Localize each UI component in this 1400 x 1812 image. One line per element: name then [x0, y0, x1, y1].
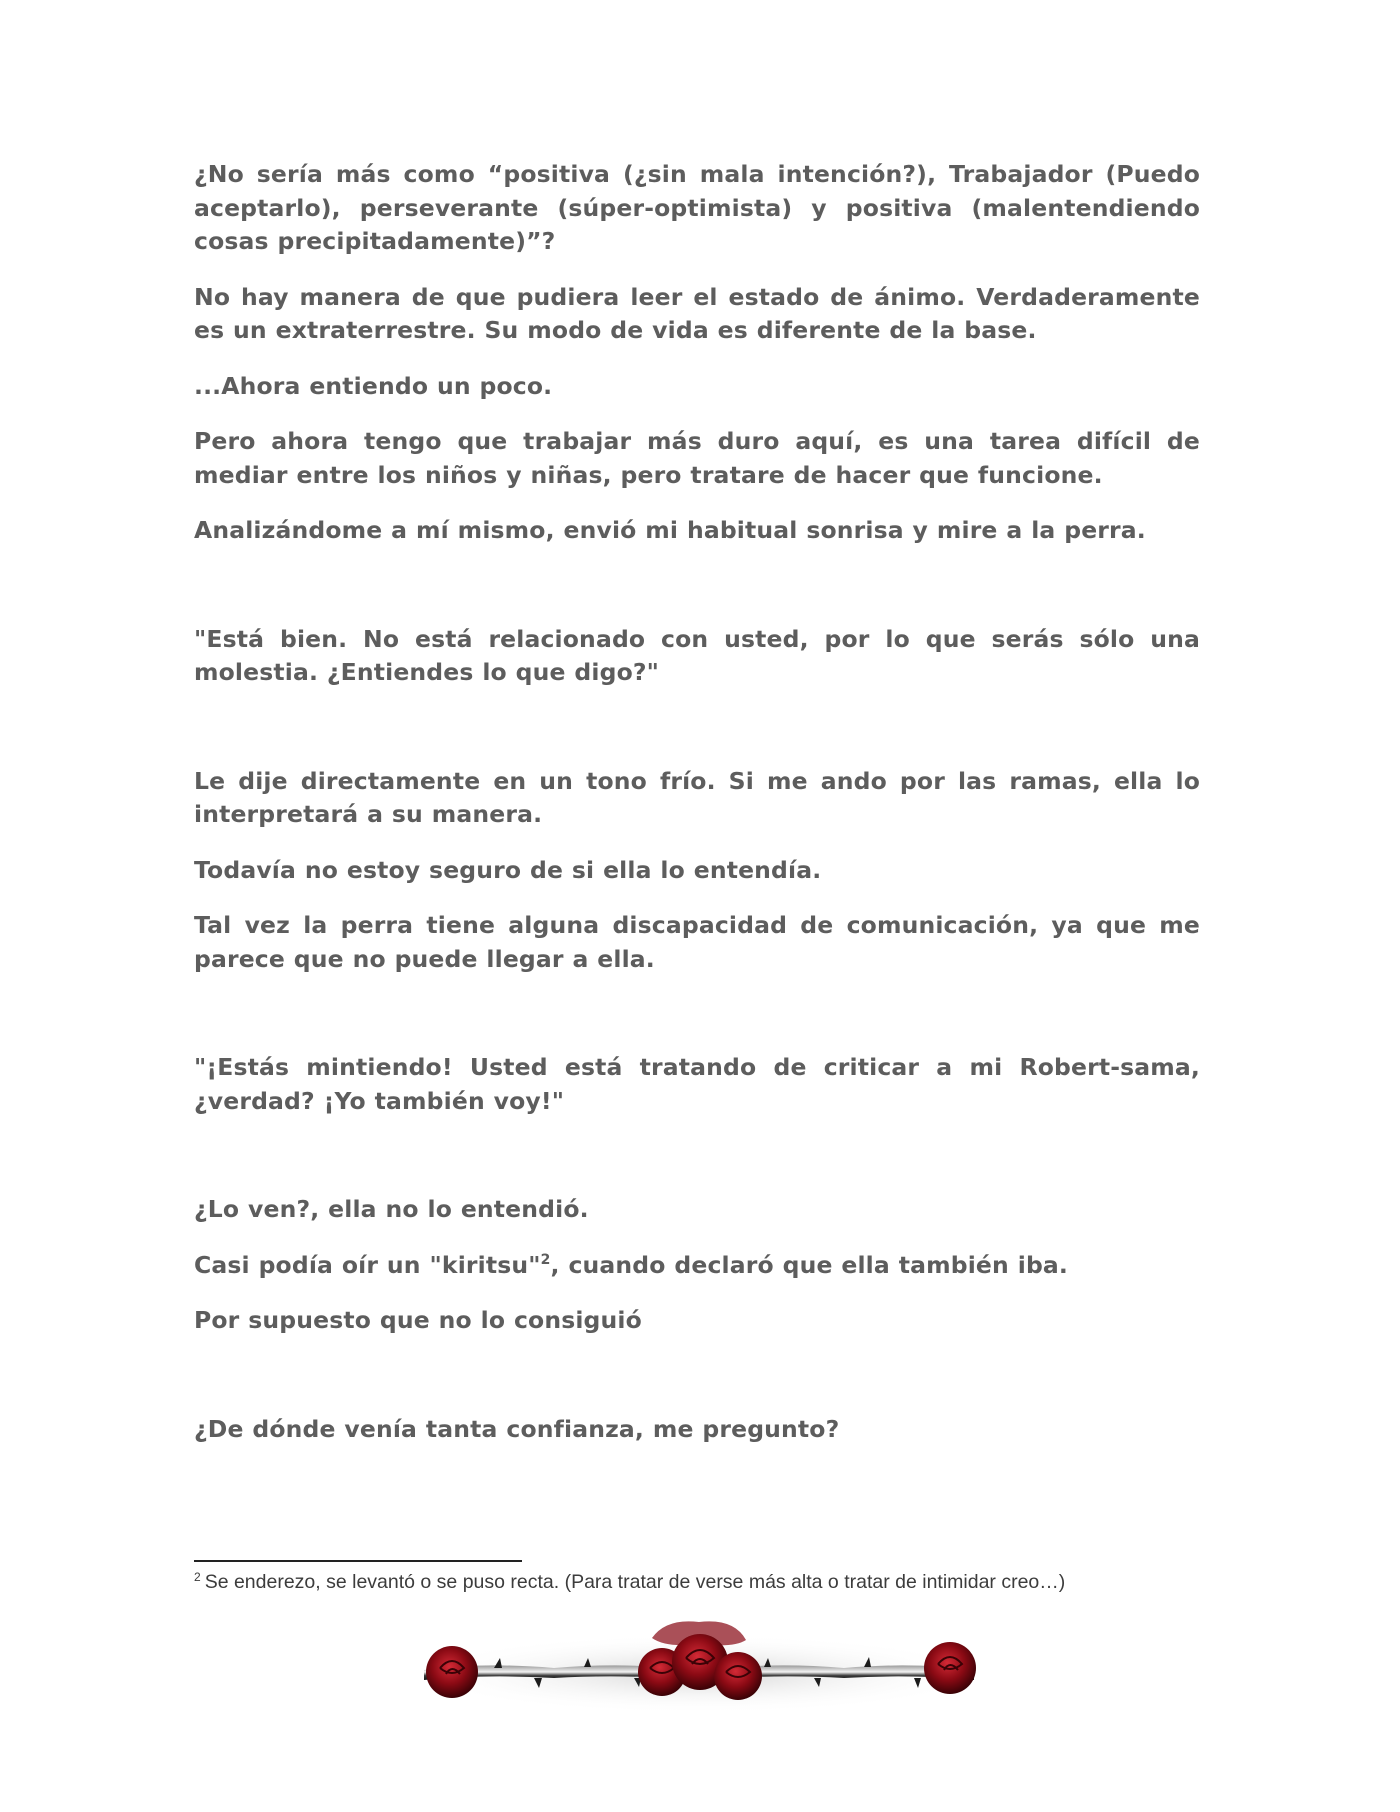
paragraph-4: Pero ahora tengo que trabajar más duro aquí, es una tarea difícil de mediar entre los niños y niñas, pero tratare de hacer que funcione. [194, 427, 1200, 489]
paragraph-9: ¿Lo ven?, ella no lo entendió. [194, 1195, 589, 1223]
footnote-mark: 2 [194, 1569, 201, 1584]
dialogue-1: "Está bien. No está relacionado con usted, por lo que serás sólo una molestia. ¿Entiendes lo que digo?" [194, 624, 1200, 686]
kiritsu-text-before: Casi podía oír un "kiritsu" [194, 1250, 541, 1279]
page-body [194, 158, 1200, 1468]
footnote-text: Se enderezo, se levantó o se puso recta. (Para tratar de verse más alta o tratar de intimidar creo…) [204, 1571, 1066, 1593]
footnote-reference[interactable]: 2 [540, 1251, 551, 1268]
paragraph-8: Tal vez la perra tiene alguna discapacidad de comunicación, ya que me parece que no puede llegar a ella. [194, 911, 1200, 973]
rose-right-icon [924, 1642, 976, 1694]
rose-vine-divider-icon [404, 1612, 994, 1722]
rose-left-icon [426, 1646, 478, 1698]
paragraph-6: Le dije directamente en un tono frío. Si me ando por las ramas, ella lo interpretará a su manera. [194, 766, 1200, 828]
paragraph-3: ...Ahora entiendo un poco. [194, 371, 553, 400]
paragraph-7: Todavía no estoy seguro de si ella lo entendía. [194, 855, 822, 884]
rose-center-right-icon [714, 1652, 762, 1700]
footnote-separator [194, 1560, 522, 1562]
paragraph-kiritsu [194, 1249, 1200, 1283]
kiritsu-text-after: , cuando declaró que ella también iba. [550, 1250, 1068, 1279]
footnote [194, 1568, 1200, 1596]
paragraph-5: Analizándome a mí mismo, envió mi habitual sonrisa y mire a la perra. [194, 516, 1146, 544]
dialogue-2: "¡Estás mintiendo! Usted está tratando de criticar a mi Robert-sama, ¿verdad? ¡Yo también voy!" [194, 1053, 1200, 1115]
paragraph-2: No hay manera de que pudiera leer el estado de ánimo. Verdaderamente es un extraterrestre. Su modo de vida es diferente de la base. [194, 282, 1200, 344]
paragraph-1: ¿No sería más como “positiva (¿sin mala intención?), Trabajador (Puedo aceptarlo), perseverante (súper-optimista) y positiva (malentendiendo cosas precipitadamente)”? [194, 160, 1200, 255]
paragraph-11: ¿De dónde venía tanta confianza, me pregunto? [194, 1414, 840, 1443]
paragraph-10: Por supuesto que no lo consiguió [194, 1306, 642, 1334]
